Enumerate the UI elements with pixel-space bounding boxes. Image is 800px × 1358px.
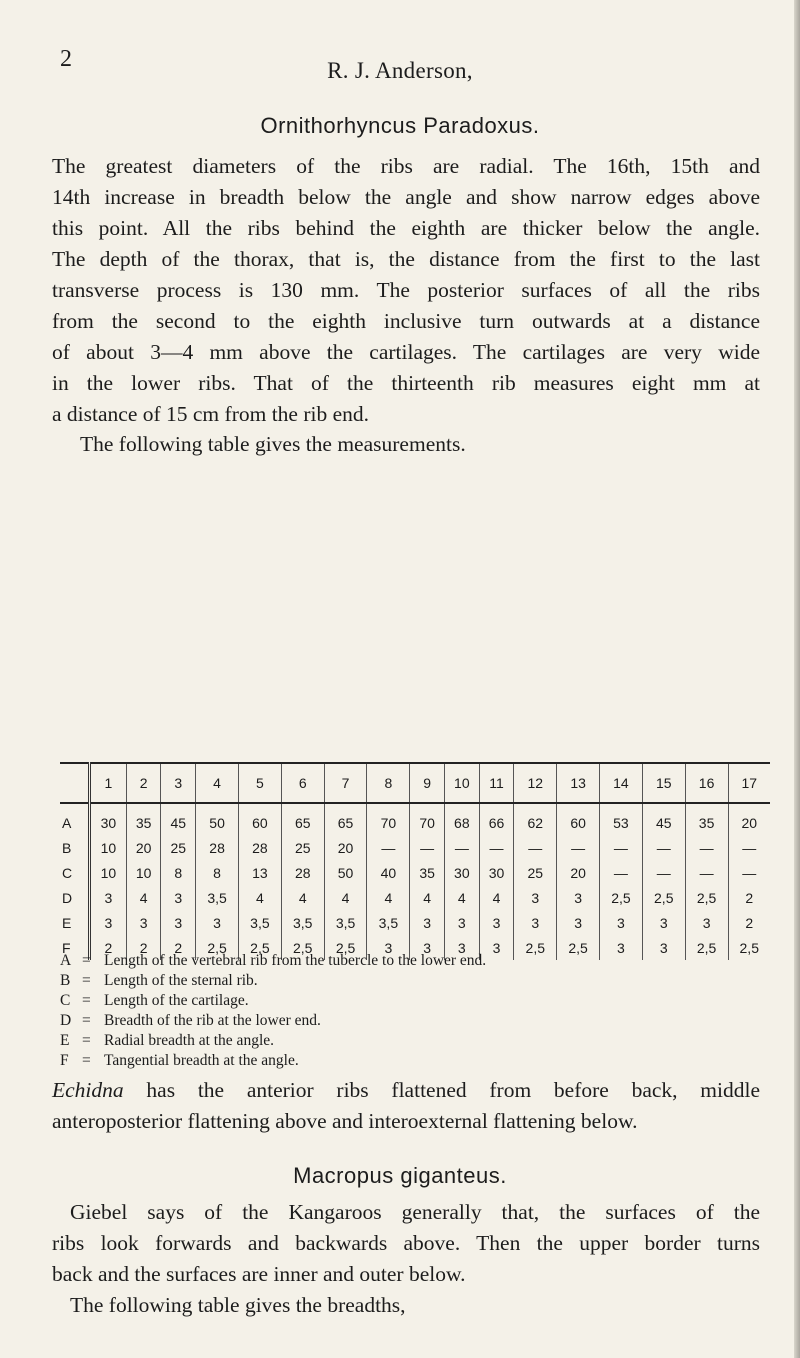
table-cell: 3 bbox=[126, 910, 161, 935]
table-cell: — bbox=[642, 860, 685, 885]
table-cell: 3 bbox=[367, 935, 410, 960]
table-cell: — bbox=[514, 835, 557, 860]
table-cell: 28 bbox=[281, 860, 324, 885]
text-line: The following table gives the breadths, bbox=[70, 1293, 406, 1317]
table-cell: 2,5 bbox=[600, 885, 643, 910]
table-cell: 4 bbox=[238, 885, 281, 910]
text-line: The following table gives the measurements. bbox=[80, 432, 466, 456]
legend-equals: = bbox=[82, 1032, 91, 1049]
table-cell: 4 bbox=[126, 885, 161, 910]
table-cell: 60 bbox=[238, 803, 281, 835]
table-cell: — bbox=[410, 835, 445, 860]
table-cell: 10 bbox=[90, 860, 127, 885]
legend-equals: = bbox=[82, 1012, 91, 1029]
table-cell: — bbox=[685, 860, 728, 885]
table-cell: 25 bbox=[281, 835, 324, 860]
table-cell: 8 bbox=[161, 860, 196, 885]
legend-item bbox=[60, 1031, 486, 1051]
table-cell: 3 bbox=[444, 910, 479, 935]
table-cell: 3 bbox=[514, 910, 557, 935]
table-cell: 2 bbox=[126, 935, 161, 960]
table-cell: 60 bbox=[557, 803, 600, 835]
table-cell: 3 bbox=[642, 935, 685, 960]
table-cell: 40 bbox=[367, 860, 410, 885]
table-cell: 4 bbox=[367, 885, 410, 910]
legend-text: Length of the sternal rib. bbox=[104, 972, 258, 989]
text-line: The depth of the thorax, that is, the distance from the first to the last bbox=[52, 247, 760, 271]
text-line: back and the surfaces are inner and outer below. bbox=[52, 1262, 466, 1286]
column-header: 5 bbox=[238, 763, 281, 803]
legend-item bbox=[60, 1051, 486, 1071]
row-label: C bbox=[60, 860, 90, 885]
legend-equals: = bbox=[82, 952, 91, 969]
text-line: Giebel says of the Kangaroos generally that, the surfaces of the bbox=[70, 1200, 760, 1224]
legend-item bbox=[60, 991, 486, 1011]
table-row bbox=[60, 835, 770, 860]
table-cell: 4 bbox=[444, 885, 479, 910]
column-header: 16 bbox=[685, 763, 728, 803]
legend-item bbox=[60, 1011, 486, 1031]
table-cell: 3 bbox=[90, 910, 127, 935]
table-cell: — bbox=[685, 835, 728, 860]
text-line: 14th increase in breadth below the angle and show narrow edges above bbox=[52, 185, 760, 209]
table-cell: 35 bbox=[126, 803, 161, 835]
table-cell: 2,5 bbox=[281, 935, 324, 960]
table-cell: 35 bbox=[410, 860, 445, 885]
table-cell: 62 bbox=[514, 803, 557, 835]
table-cell: 3 bbox=[479, 910, 514, 935]
legend-equals: = bbox=[82, 992, 91, 1009]
column-header: 14 bbox=[600, 763, 643, 803]
table-cell: — bbox=[557, 835, 600, 860]
table-cell: 2,5 bbox=[324, 935, 367, 960]
running-head: R. J. Anderson, bbox=[327, 58, 473, 83]
text-line bbox=[52, 1075, 760, 1106]
column-header: 6 bbox=[281, 763, 324, 803]
legend-key: E bbox=[60, 1032, 70, 1049]
column-header: 7 bbox=[324, 763, 367, 803]
table-cell: 66 bbox=[479, 803, 514, 835]
table-cell: 3,5 bbox=[324, 910, 367, 935]
table-row bbox=[60, 910, 770, 935]
table-cell: 2 bbox=[90, 935, 127, 960]
table-cell: — bbox=[728, 835, 770, 860]
legend-text: Tangential breadth at the angle. bbox=[104, 1052, 299, 1069]
table-cell: 20 bbox=[728, 803, 770, 835]
table-cell: 13 bbox=[238, 860, 281, 885]
column-header: 15 bbox=[642, 763, 685, 803]
row-label: D bbox=[60, 885, 90, 910]
measurements-table bbox=[60, 762, 770, 960]
column-header: 9 bbox=[410, 763, 445, 803]
row-label: E bbox=[60, 910, 90, 935]
table-cell: 3 bbox=[557, 885, 600, 910]
table-cell: 2,5 bbox=[685, 885, 728, 910]
text-line: ribs look forwards and backwards above. Then the upper border turns bbox=[52, 1231, 760, 1255]
legend-item bbox=[60, 971, 486, 991]
table-cell: 3 bbox=[514, 885, 557, 910]
table-cell: 2 bbox=[728, 885, 770, 910]
table-cell: 50 bbox=[324, 860, 367, 885]
section-heading-ornithorhyncus: Ornithorhyncus Paradoxus. bbox=[260, 113, 540, 138]
table-row bbox=[60, 860, 770, 885]
table-cell: 10 bbox=[126, 860, 161, 885]
section-heading-macropus: Macropus giganteus. bbox=[293, 1163, 507, 1188]
text-line: transverse process is 130 mm. The posterior surfaces of all the ribs bbox=[52, 278, 760, 302]
legend-key: F bbox=[60, 1052, 69, 1069]
table-cell: 3,5 bbox=[196, 885, 239, 910]
table-cell: 2,5 bbox=[728, 935, 770, 960]
table-cell: 30 bbox=[444, 860, 479, 885]
table-cell: 3 bbox=[161, 885, 196, 910]
legend-key: C bbox=[60, 992, 71, 1009]
table-cell: 2,5 bbox=[196, 935, 239, 960]
legend-text: Radial breadth at the angle. bbox=[104, 1032, 275, 1049]
table-cell: 3 bbox=[410, 910, 445, 935]
paragraph-table-intro bbox=[60, 429, 768, 460]
legend-text: Length of the vertebral rib from the tubercle to the lower end. bbox=[104, 952, 487, 969]
column-header: 10 bbox=[444, 763, 479, 803]
table-cell: 3 bbox=[642, 910, 685, 935]
legend-key: D bbox=[60, 1012, 72, 1029]
text-fragment: has the anterior ribs flattened from before back, middle bbox=[146, 1078, 760, 1102]
table-cell: — bbox=[728, 860, 770, 885]
legend-key: A bbox=[60, 952, 72, 969]
column-header: 2 bbox=[126, 763, 161, 803]
text-line: of about 3—4 mm above the cartilages. The cartilages are very wide bbox=[52, 340, 760, 364]
table-cell: 35 bbox=[685, 803, 728, 835]
table-cell: 3 bbox=[685, 910, 728, 935]
table-cell: — bbox=[600, 860, 643, 885]
row-label: A bbox=[60, 803, 90, 835]
table-cell: — bbox=[642, 835, 685, 860]
table-cell: 2 bbox=[728, 910, 770, 935]
table-cell: 65 bbox=[324, 803, 367, 835]
table-cell: 50 bbox=[196, 803, 239, 835]
text-line: anteroposterior flattening above and interoexternal flattening below. bbox=[52, 1109, 638, 1133]
table-cell: 28 bbox=[196, 835, 239, 860]
table-row bbox=[60, 885, 770, 910]
column-header: 8 bbox=[367, 763, 410, 803]
table-cell: 70 bbox=[410, 803, 445, 835]
table-cell: 3,5 bbox=[238, 910, 281, 935]
table-cell: 3 bbox=[444, 935, 479, 960]
table-cell: 4 bbox=[479, 885, 514, 910]
legend-equals: = bbox=[82, 972, 91, 989]
text-line: in the lower ribs. That of the thirteenth rib measures eight mm at bbox=[52, 371, 760, 395]
table-cell: 10 bbox=[90, 835, 127, 860]
table-cell: 28 bbox=[238, 835, 281, 860]
table-cell: 25 bbox=[161, 835, 196, 860]
table-cell: 3 bbox=[90, 885, 127, 910]
column-header: 11 bbox=[479, 763, 514, 803]
text-line: this point. All the ribs behind the eighth are thicker below the angle. bbox=[52, 216, 760, 240]
table-cell: 53 bbox=[600, 803, 643, 835]
paragraph-macropus bbox=[52, 1197, 760, 1290]
table-cell: 68 bbox=[444, 803, 479, 835]
table-cell: 3 bbox=[410, 935, 445, 960]
table-cell: 4 bbox=[281, 885, 324, 910]
paragraph-ornithorhyncus-ribs bbox=[52, 151, 760, 430]
table-cell: 25 bbox=[514, 860, 557, 885]
page-edge-shadow bbox=[794, 0, 800, 1358]
table-legend bbox=[60, 951, 486, 1071]
page-number: 2 bbox=[60, 46, 72, 72]
table-cell: 4 bbox=[410, 885, 445, 910]
paragraph-table2-intro bbox=[52, 1290, 760, 1321]
legend-text: Breadth of the rib at the lower end. bbox=[104, 1012, 321, 1029]
table-cell: 3 bbox=[196, 910, 239, 935]
table-cell: 30 bbox=[90, 803, 127, 835]
table-cell: 2,5 bbox=[685, 935, 728, 960]
text-line: from the second to the eighth inclusive turn outwards at a distance bbox=[52, 309, 760, 333]
column-header: 1 bbox=[90, 763, 127, 803]
paragraph-echidna bbox=[52, 1075, 760, 1137]
table-cell: 20 bbox=[557, 860, 600, 885]
legend-equals: = bbox=[82, 1052, 91, 1069]
row-label: B bbox=[60, 835, 90, 860]
table-cell: — bbox=[367, 835, 410, 860]
table-corner-cell bbox=[60, 763, 90, 803]
table-cell: 3 bbox=[161, 910, 196, 935]
row-label: F bbox=[60, 935, 90, 960]
table-cell: 3 bbox=[479, 935, 514, 960]
table-cell: 45 bbox=[642, 803, 685, 835]
table-cell: 20 bbox=[126, 835, 161, 860]
table-cell: 3,5 bbox=[281, 910, 324, 935]
column-header: 17 bbox=[728, 763, 770, 803]
table-header-row bbox=[60, 763, 770, 803]
table-cell: 2 bbox=[161, 935, 196, 960]
table-cell: 2,5 bbox=[557, 935, 600, 960]
table-cell: 3 bbox=[600, 910, 643, 935]
table-cell: 3 bbox=[557, 910, 600, 935]
column-header: 13 bbox=[557, 763, 600, 803]
text-line: The greatest diameters of the ribs are radial. The 16th, 15th and bbox=[52, 154, 760, 178]
column-header: 4 bbox=[196, 763, 239, 803]
species-name: Echidna bbox=[52, 1078, 124, 1102]
table-cell: — bbox=[444, 835, 479, 860]
table-cell: 20 bbox=[324, 835, 367, 860]
table-cell: 3 bbox=[600, 935, 643, 960]
table-cell: — bbox=[600, 835, 643, 860]
legend-text: Length of the cartilage. bbox=[104, 992, 249, 1009]
table-cell: 8 bbox=[196, 860, 239, 885]
column-header: 3 bbox=[161, 763, 196, 803]
table-cell: — bbox=[479, 835, 514, 860]
column-header: 12 bbox=[514, 763, 557, 803]
table-cell: 4 bbox=[324, 885, 367, 910]
legend-item bbox=[60, 951, 486, 971]
table-cell: 30 bbox=[479, 860, 514, 885]
table-cell: 65 bbox=[281, 803, 324, 835]
legend-key: B bbox=[60, 972, 71, 989]
table-cell: 45 bbox=[161, 803, 196, 835]
table-cell: 3,5 bbox=[367, 910, 410, 935]
table-cell: 2,5 bbox=[642, 885, 685, 910]
table-row bbox=[60, 803, 770, 835]
text-line: a distance of 15 cm from the rib end. bbox=[52, 402, 370, 426]
table-cell: 2,5 bbox=[514, 935, 557, 960]
table-cell: 70 bbox=[367, 803, 410, 835]
table-cell: 2,5 bbox=[238, 935, 281, 960]
